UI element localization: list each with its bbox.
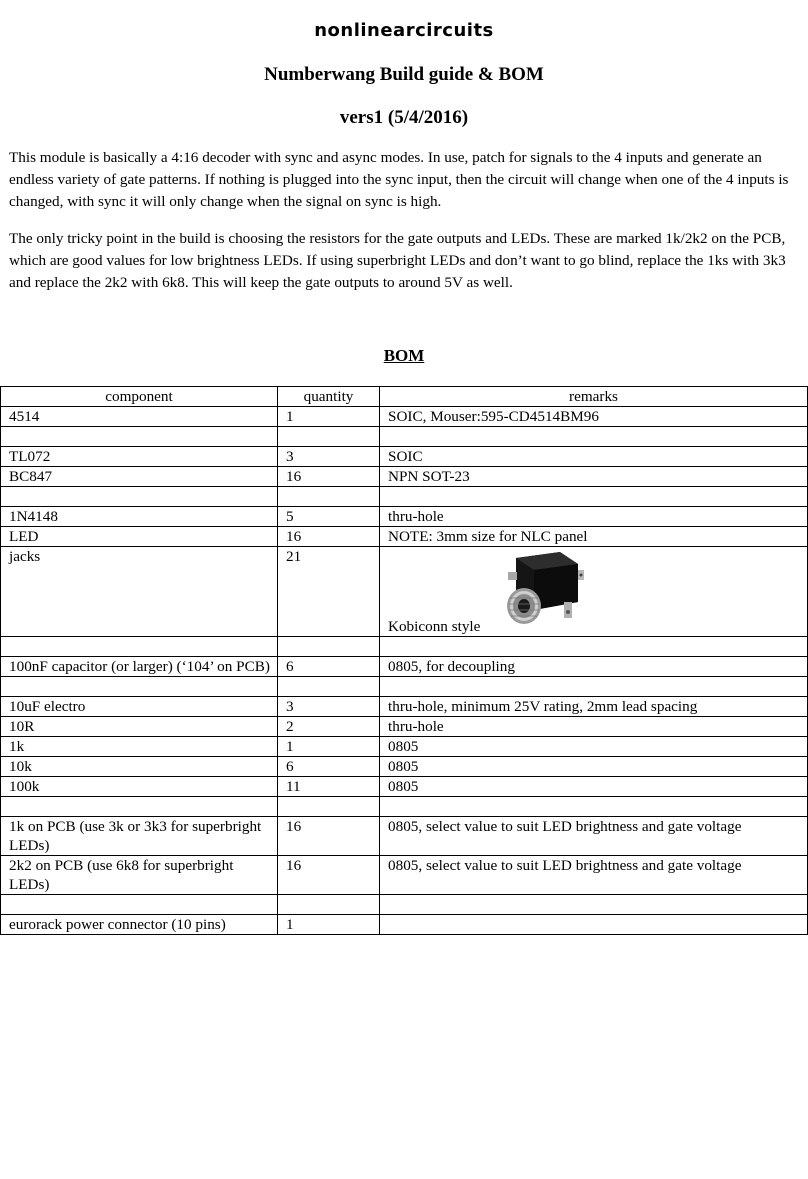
- cell-component: eurorack power connector (10 pins): [1, 915, 278, 935]
- cell-remarks: [380, 487, 808, 507]
- cell-component: 1k: [1, 737, 278, 757]
- cell-quantity: 1: [278, 737, 380, 757]
- table-row: [1, 657, 808, 677]
- jack-style-label: Kobiconn style: [388, 618, 481, 635]
- bom-heading: BOM: [383, 346, 425, 365]
- cell-remarks: 0805, select value to suit LED brightness and gate voltage: [380, 856, 808, 895]
- cell-component: 1N4148: [1, 507, 278, 527]
- cell-quantity: 6: [278, 757, 380, 777]
- cell-quantity: [278, 637, 380, 657]
- table-row: [1, 447, 808, 467]
- cell-quantity: 1: [278, 407, 380, 427]
- table-row: [1, 915, 808, 935]
- cell-component: [1, 637, 278, 657]
- page-title: Numberwang Build guide & BOM: [264, 64, 544, 85]
- cell-component: 10R: [1, 717, 278, 737]
- header-component: component: [1, 387, 278, 407]
- cell-remarks: [380, 637, 808, 657]
- cell-remarks: [380, 915, 808, 935]
- table-row-blank: [1, 427, 808, 447]
- brand-logo: nonlinearcircuits: [314, 20, 494, 41]
- cell-remarks: [380, 547, 808, 637]
- cell-quantity: [278, 895, 380, 915]
- table-row: [1, 717, 808, 737]
- version-label: vers1 (5/4/2016): [339, 107, 469, 128]
- cell-quantity: 21: [278, 547, 380, 637]
- cell-component: 4514: [1, 407, 278, 427]
- table-row-blank: [1, 895, 808, 915]
- cell-quantity: 5: [278, 507, 380, 527]
- audio-jack-icon: [498, 550, 584, 628]
- cell-quantity: [278, 487, 380, 507]
- table-row: [1, 407, 808, 427]
- cell-remarks: SOIC: [380, 447, 808, 467]
- cell-component: [1, 895, 278, 915]
- cell-quantity: [278, 427, 380, 447]
- cell-quantity: 1: [278, 915, 380, 935]
- cell-remarks: 0805, select value to suit LED brightness and gate voltage: [380, 817, 808, 856]
- table-row-blank: [1, 487, 808, 507]
- cell-component: TL072: [1, 447, 278, 467]
- cell-quantity: 16: [278, 527, 380, 547]
- cell-quantity: [278, 797, 380, 817]
- cell-component: 10k: [1, 757, 278, 777]
- header-quantity: quantity: [278, 387, 380, 407]
- table-header-row: [1, 387, 808, 407]
- cell-component: 10uF electro: [1, 697, 278, 717]
- cell-quantity: [278, 677, 380, 697]
- bom-table: [0, 386, 808, 935]
- intro-paragraph: This module is basically a 4:16 decoder with sync and async modes. In use, patch for signals to the 4 inputs and generate an endless variety of gate patterns. If nothing is plugged into the sync input, then the circuit will change when one of the 4 inputs is changed, with sync it will only change when the signal on sync is high.: [9, 149, 789, 210]
- cell-remarks: 0805: [380, 737, 808, 757]
- cell-remarks: 0805, for decoupling: [380, 657, 808, 677]
- cell-remarks: thru-hole: [380, 507, 808, 527]
- cell-quantity: 2: [278, 717, 380, 737]
- table-row-blank: [1, 677, 808, 697]
- cell-component: [1, 677, 278, 697]
- cell-remarks: SOIC, Mouser:595-CD4514BM96: [380, 407, 808, 427]
- table-row-blank: [1, 637, 808, 657]
- table-row: [1, 757, 808, 777]
- cell-remarks: 0805: [380, 757, 808, 777]
- header-remarks: remarks: [380, 387, 808, 407]
- cell-remarks: thru-hole: [380, 717, 808, 737]
- resistor-note-paragraph: The only tricky point in the build is choosing the resistors for the gate outputs and LEDs. These are marked 1k/2k2 on the PCB, which are good values for low brightness LEDs. If using superbright LEDs and don’t want to go blind, replace the 1ks with 3k3 and replace the 2k2 with 6k8. This will keep the gate outputs to around 5V as well.: [9, 230, 786, 291]
- cell-component: [1, 487, 278, 507]
- cell-component: 100nF capacitor (or larger) (‘104’ on PCB): [1, 657, 278, 677]
- table-row: [1, 817, 808, 856]
- table-row: [1, 467, 808, 487]
- cell-remarks: [380, 797, 808, 817]
- cell-component: [1, 427, 278, 447]
- table-row-jacks: [1, 547, 808, 637]
- cell-component: BC847: [1, 467, 278, 487]
- table-row: [1, 856, 808, 895]
- table-row: [1, 507, 808, 527]
- cell-quantity: 6: [278, 657, 380, 677]
- cell-quantity: 3: [278, 447, 380, 467]
- cell-quantity: 16: [278, 817, 380, 856]
- cell-component: jacks: [1, 547, 278, 637]
- table-row: [1, 697, 808, 717]
- cell-remarks: [380, 677, 808, 697]
- cell-component: 1k on PCB (use 3k or 3k3 for superbright LEDs): [1, 817, 278, 856]
- cell-quantity: 16: [278, 467, 380, 487]
- cell-component: LED: [1, 527, 278, 547]
- cell-component: [1, 797, 278, 817]
- table-row: [1, 527, 808, 547]
- cell-remarks-note: NOTE: 3mm size for NLC panel: [380, 527, 808, 547]
- cell-remarks: thru-hole, minimum 25V rating, 2mm lead spacing: [380, 697, 808, 717]
- cell-remarks: 0805: [380, 777, 808, 797]
- table-row-blank: [1, 797, 808, 817]
- cell-remarks: [380, 427, 808, 447]
- cell-quantity: 3: [278, 697, 380, 717]
- cell-component: 100k: [1, 777, 278, 797]
- cell-quantity: 16: [278, 856, 380, 895]
- cell-component: 2k2 on PCB (use 6k8 for superbright LEDs): [1, 856, 278, 895]
- table-row: [1, 777, 808, 797]
- cell-remarks: [380, 895, 808, 915]
- cell-remarks: NPN SOT-23: [380, 467, 808, 487]
- cell-quantity: 11: [278, 777, 380, 797]
- table-row: [1, 737, 808, 757]
